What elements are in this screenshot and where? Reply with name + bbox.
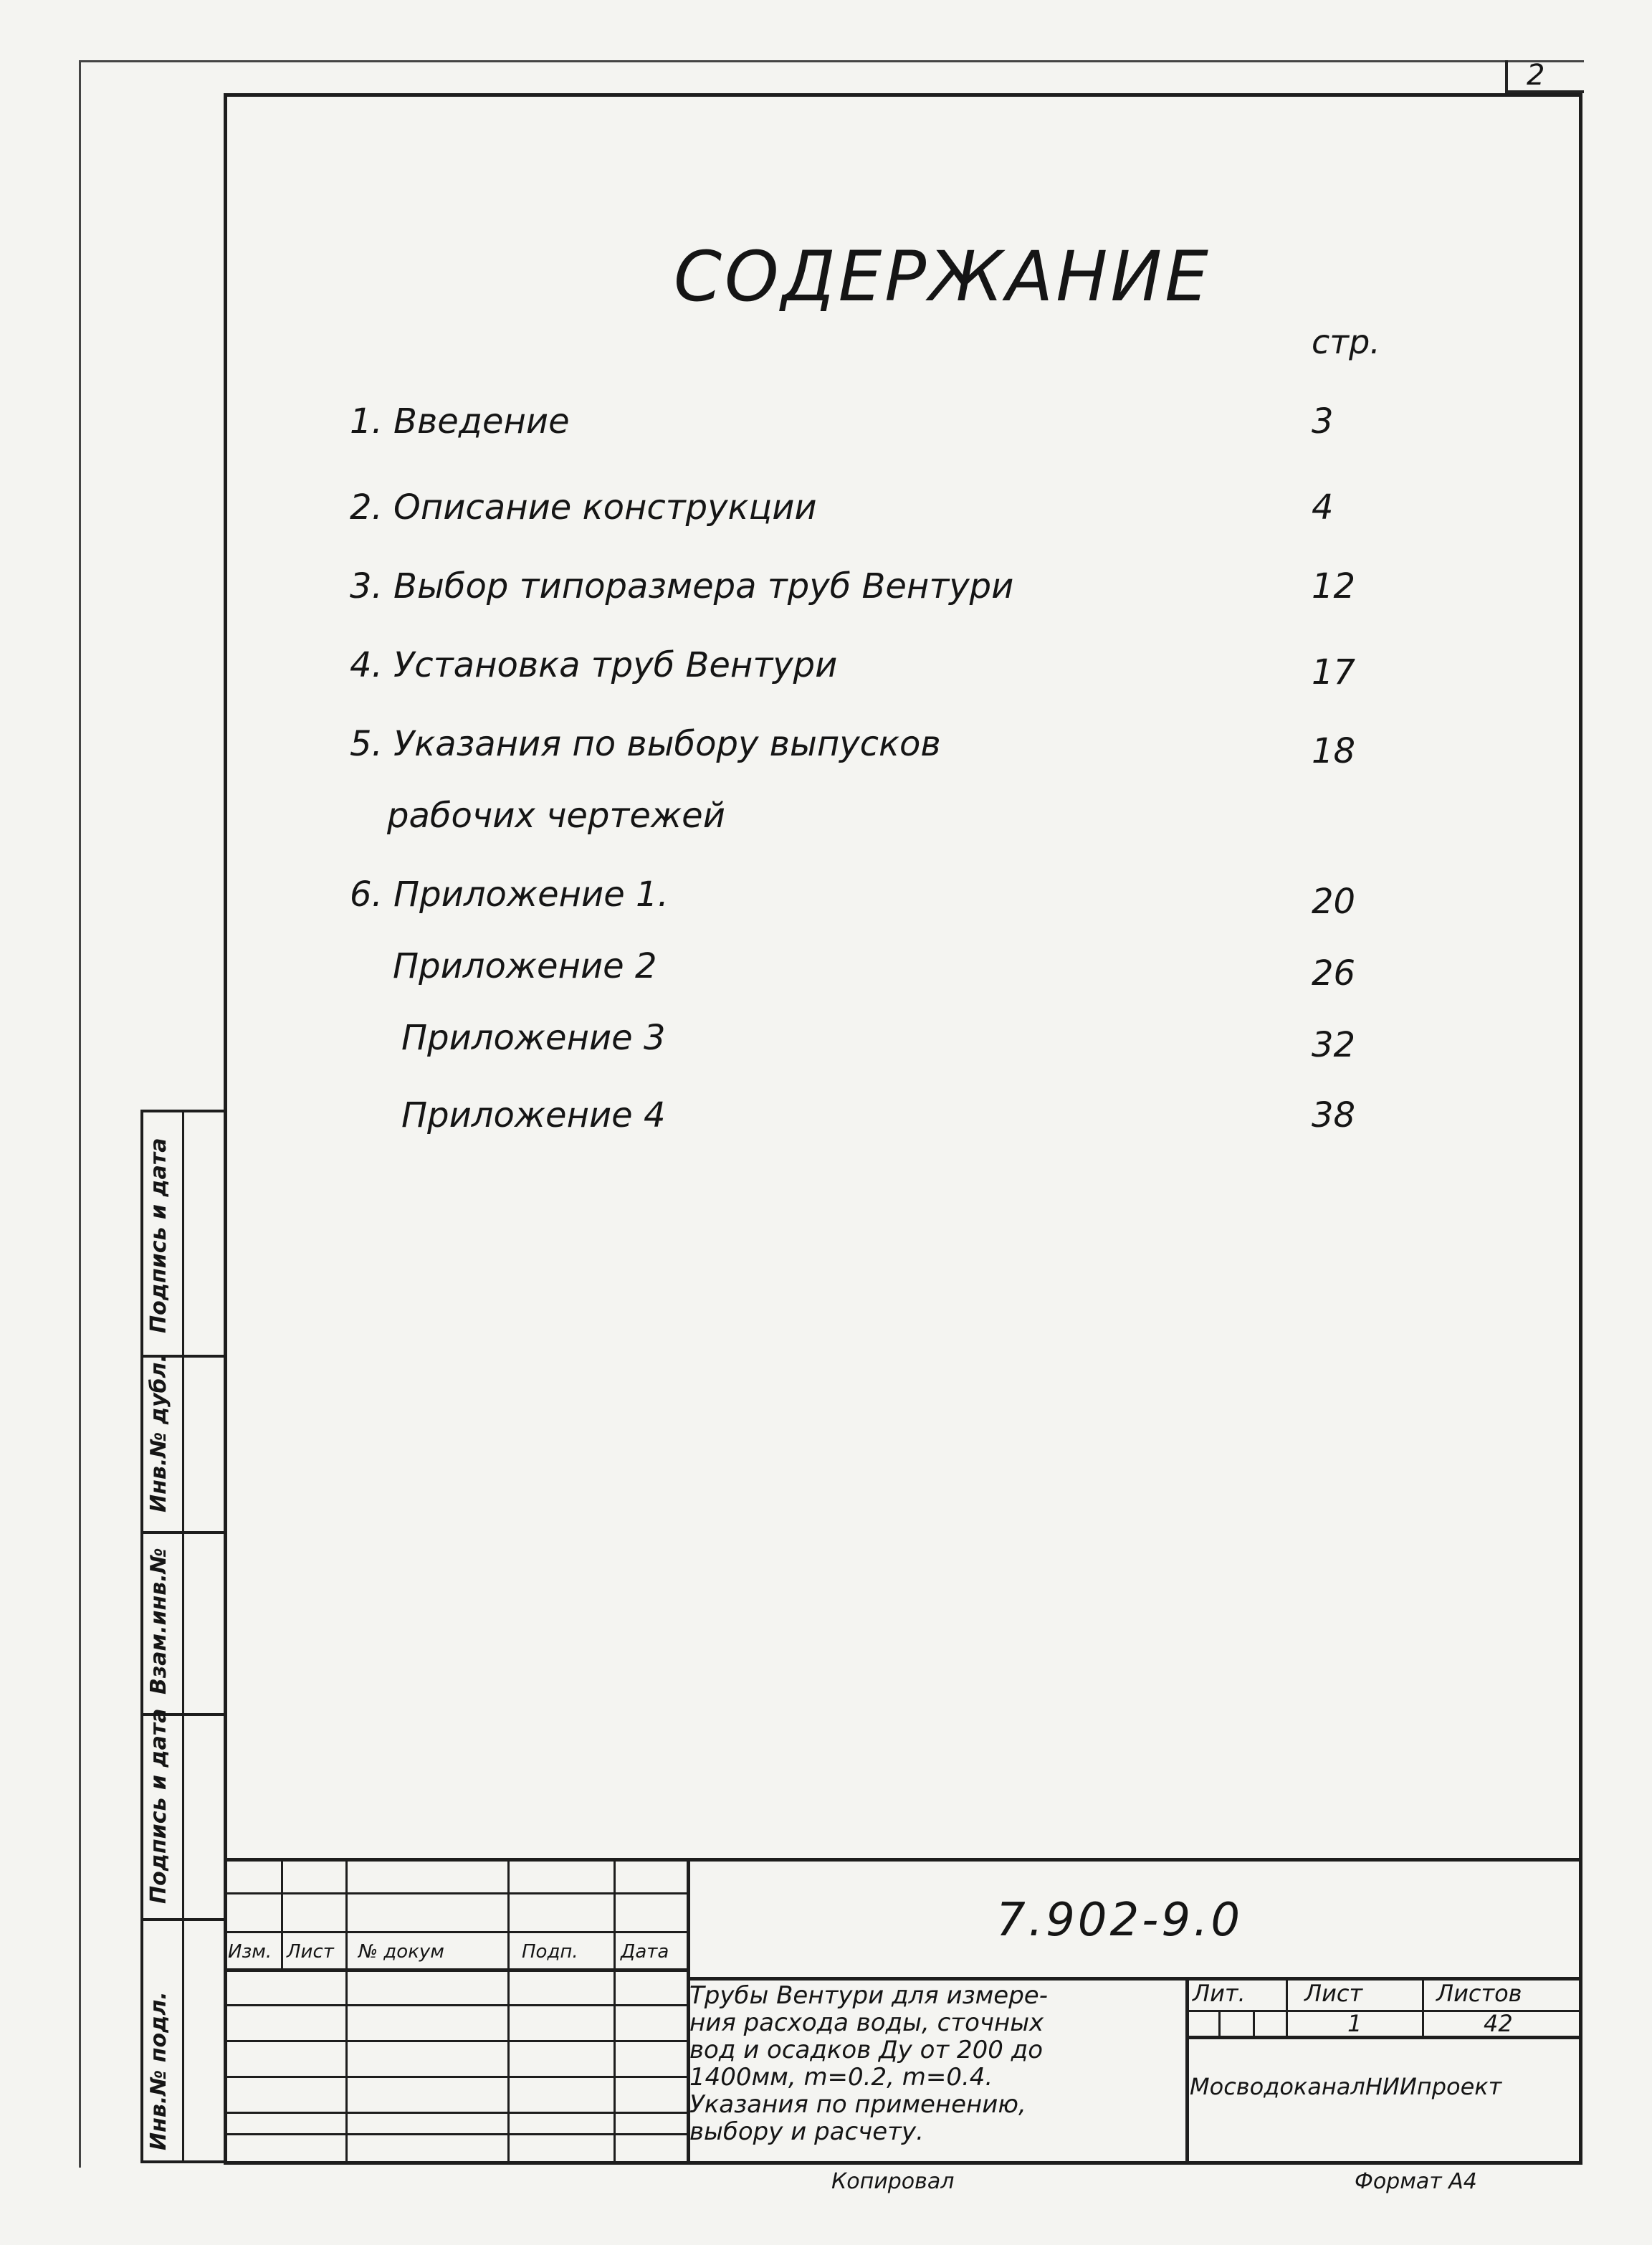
toc-item-page: 4	[1312, 487, 1334, 528]
side-stamp-label: Подпись и дата	[146, 1708, 171, 1904]
toc-item-text: Приложение 3	[401, 1018, 666, 1058]
side-stamp-line	[140, 1918, 224, 1921]
description-line: вод и осадков Ду от 200 до	[689, 2036, 1043, 2064]
organization-name: МосводоканалНИИпроект	[1190, 2073, 1502, 2100]
page-column-label: стр.	[1312, 323, 1380, 361]
side-stamp-divider	[182, 1110, 184, 2163]
description-line: ния расхода воды, сточных	[689, 2008, 1044, 2037]
toc-item-page: 26	[1312, 953, 1356, 993]
toc-item-text: 4. Установка труб Вентури	[350, 645, 838, 685]
side-stamp-label: Инв.№ подл.	[146, 1991, 171, 2150]
document-code: 7.902-9.0	[996, 1894, 1243, 1947]
toc-item-text: 3. Выбор типоразмера труб Вентури	[350, 566, 1014, 606]
sheet-label: Лист	[1304, 1980, 1363, 2007]
toc-item-page: 3	[1312, 401, 1334, 442]
sheet-value: 1	[1347, 2010, 1362, 2037]
side-stamp-label: Инв.№ дубл.	[146, 1354, 171, 1512]
column-label: Изм.	[228, 1941, 272, 1963]
lit-label: Лит.	[1193, 1980, 1246, 2007]
side-stamp-label: Взам.инв.№	[146, 1548, 171, 1695]
toc-item-text: Приложение 2	[393, 946, 657, 986]
copied-by: Копировал	[831, 2169, 955, 2194]
sheets-label: Листов	[1436, 1980, 1522, 2007]
description-line: Указания по применению,	[689, 2090, 1026, 2119]
toc-item-page: 12	[1312, 566, 1356, 606]
column-label: Лист	[287, 1941, 334, 1963]
toc-item-text: Приложение 4	[401, 1095, 666, 1135]
toc-item-text: 2. Описание конструкции	[350, 487, 817, 528]
toc-item-text: 6. Приложение 1.	[350, 874, 669, 915]
toc-item-text: рабочих чертежей	[387, 796, 725, 836]
outer-top-line	[79, 60, 1584, 62]
toc-item-page: 17	[1312, 652, 1356, 692]
toc-item-page: 18	[1312, 731, 1356, 771]
toc-item-page: 20	[1312, 882, 1356, 922]
sheet-number: 2	[1527, 59, 1545, 92]
column-label: № докум	[358, 1941, 444, 1963]
sheets-value: 42	[1484, 2010, 1513, 2037]
description-line: Трубы Вентури для измере-	[689, 1981, 1048, 2010]
toc-item-page: 38	[1312, 1095, 1356, 1135]
toc-item-text: 5. Указания по выбору выпусков	[350, 724, 941, 764]
outer-left-line	[79, 60, 81, 2168]
page-title: СОДЕРЖАНИЕ	[674, 237, 1211, 317]
toc-item-text: 1. Введение	[350, 401, 570, 442]
description-line: 1400мм, m=0.2, m=0.4.	[689, 2063, 993, 2092]
description-line: выбору и расчету.	[689, 2117, 924, 2146]
column-label: Подп.	[522, 1941, 578, 1963]
toc-item-page: 32	[1312, 1025, 1356, 1065]
column-label: Дата	[621, 1941, 669, 1963]
paper-format: Формат А4	[1355, 2169, 1477, 2194]
side-stamp-label: Подпись и дата	[146, 1138, 171, 1333]
side-stamp-line	[140, 1531, 224, 1534]
